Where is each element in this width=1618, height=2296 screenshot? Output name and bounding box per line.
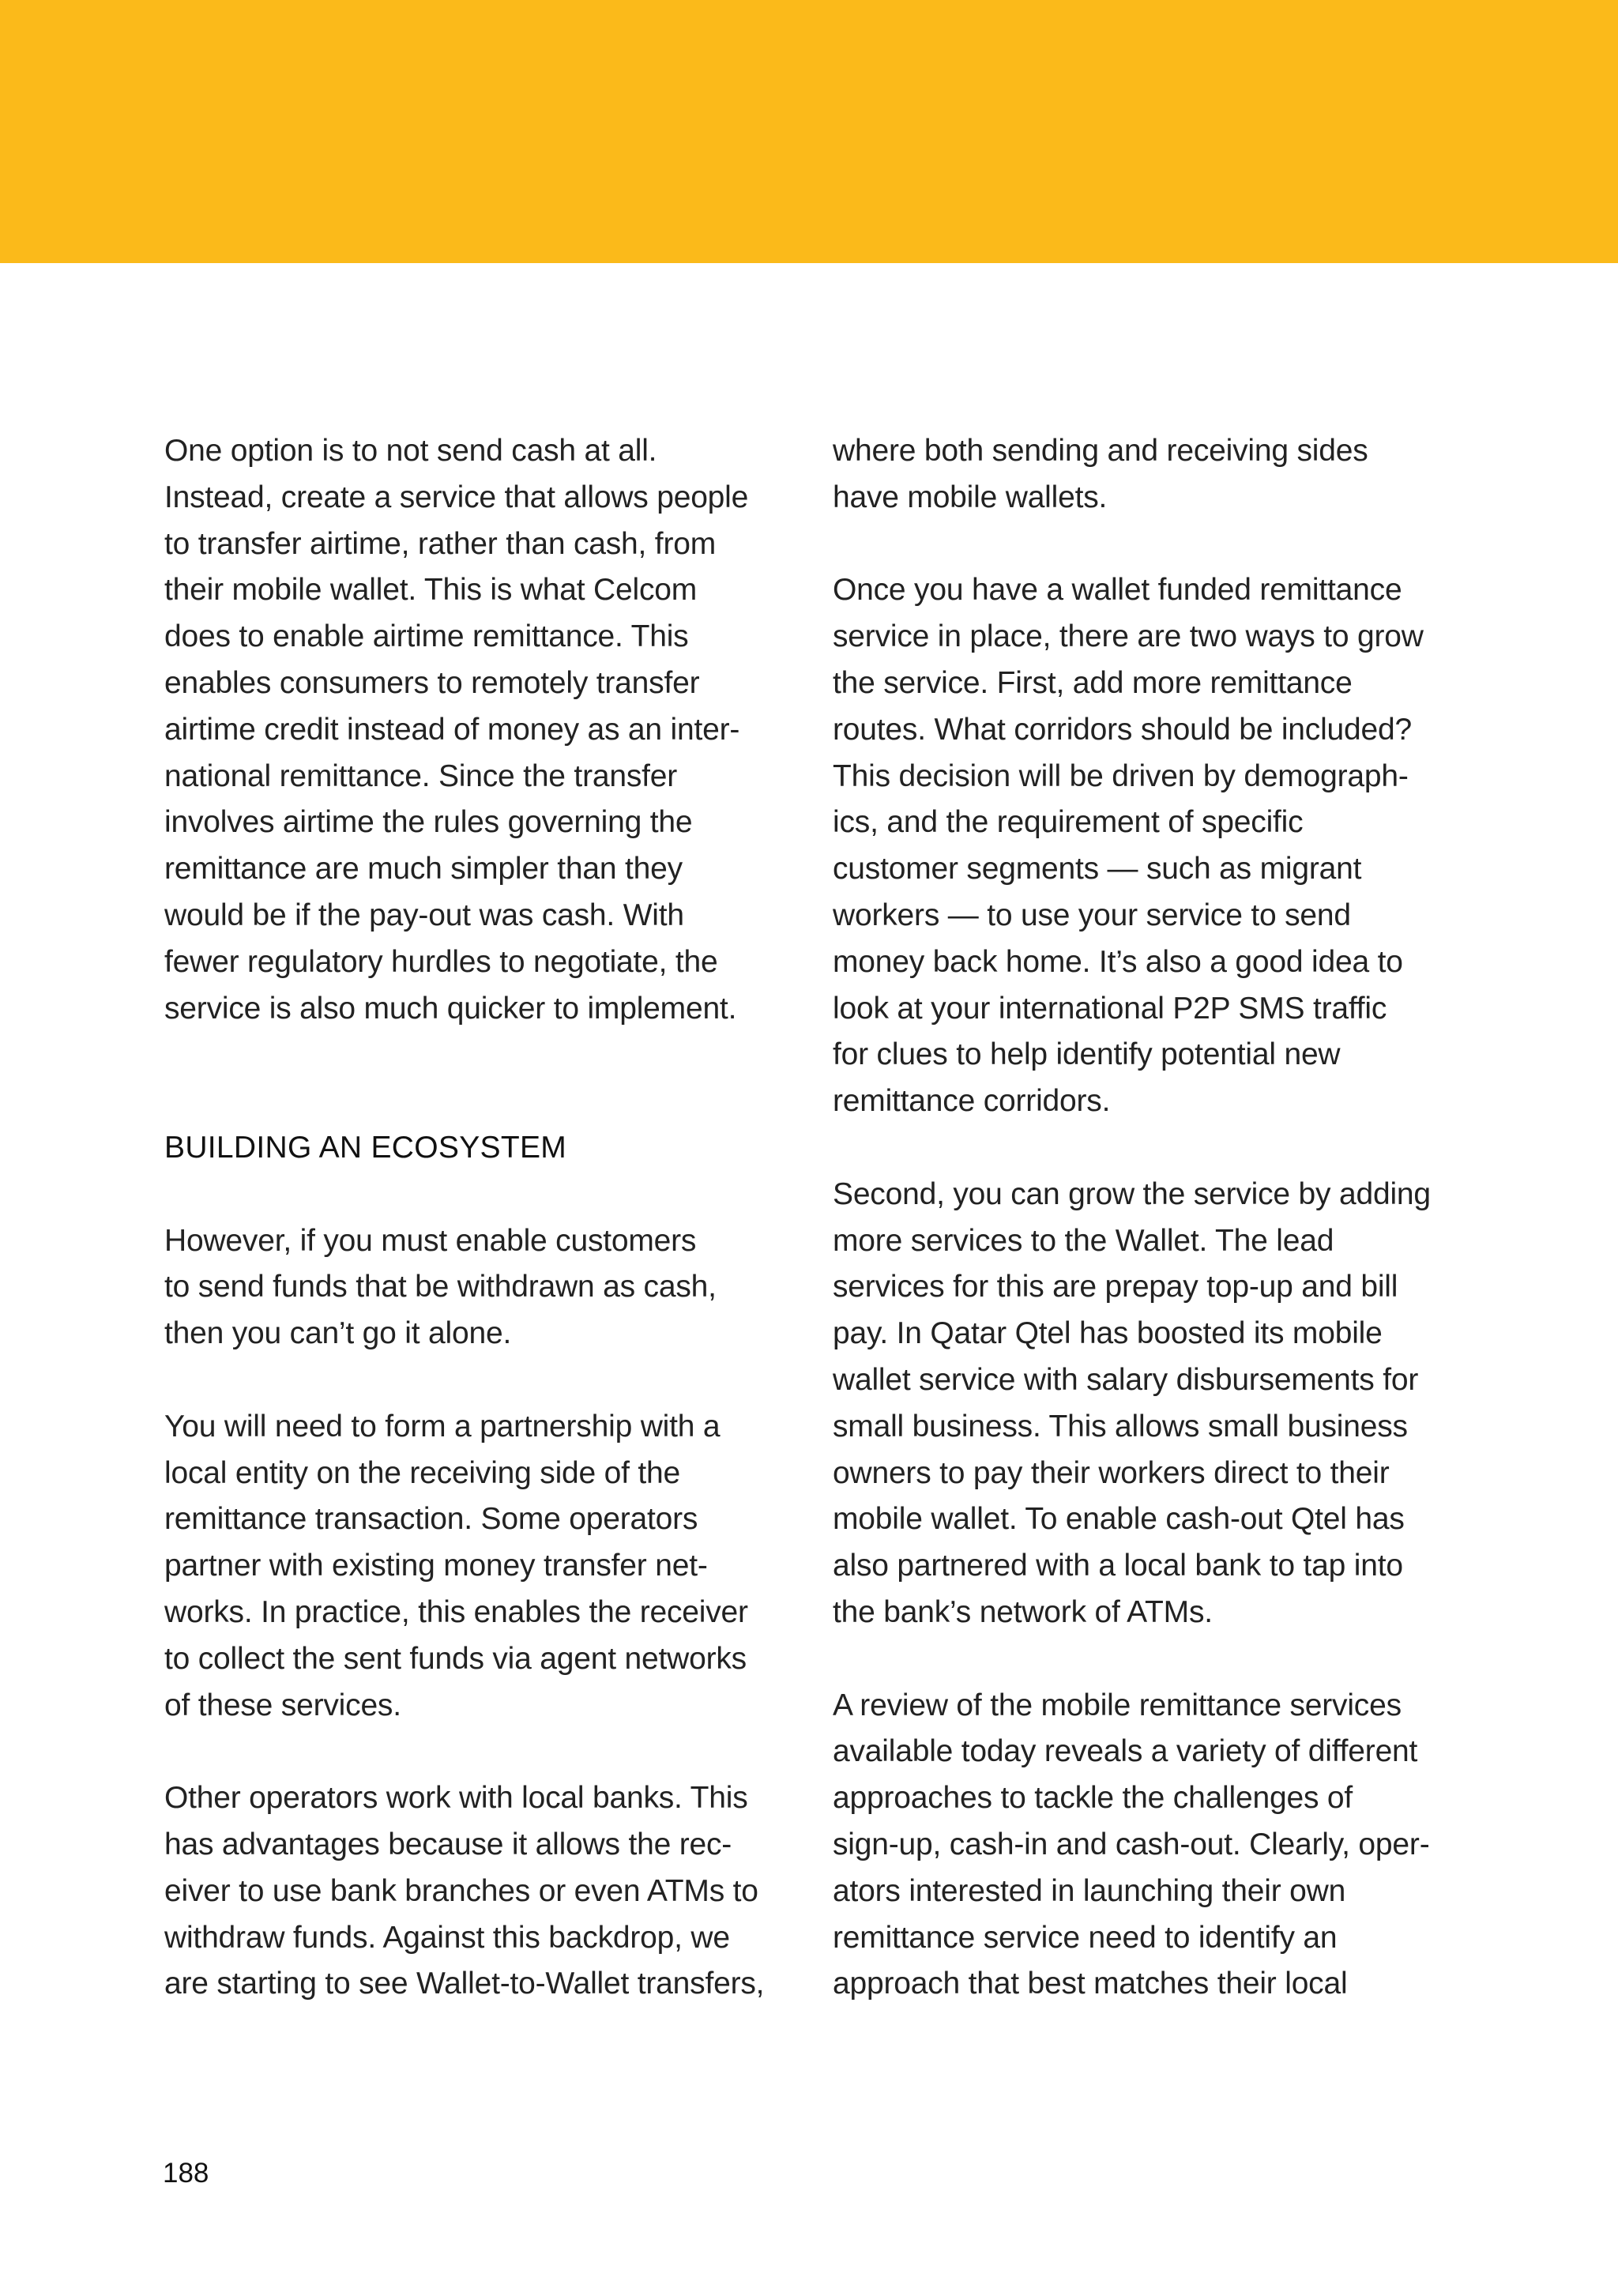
paragraph-local-banks: Other operators work with local banks. This has advantages because it allows the rec- eiver to use bank branches or even ATMs to withdraw funds. Against this backdrop, we are starting to see Wallet-to-Wallet transfers, (164, 1781, 765, 2001)
paragraph-spacer (833, 1636, 1457, 1683)
paragraph-review: A review of the mobile remittance services available today reveals a variety of different approaches to tackle the challenges of sign-up, cash-in and cash-out. Clearly, oper- ators interested in launching their own remittance service need to identify an approach that best matches their local (833, 1688, 1430, 2001)
page-number: 188 (163, 2158, 209, 2189)
paragraph-wallet-to-wallet: where both sending and receiving sides have mobile wallets. (833, 434, 1368, 514)
section-spacer (164, 1032, 788, 1125)
paragraph-spacer (164, 1729, 788, 1775)
left-text-column (164, 428, 788, 2008)
paragraph-spacer (833, 521, 1457, 568)
header-color-band (0, 0, 1618, 263)
paragraph-airtime-option: One option is to not send cash at all. Instead, create a service that allows people to transfer airtime, rather than cash, from their mobile wallet. This is what Celcom does to enable airtime remittance. This enables consumers to remotely transfer airtime credit instead of money as an inter- national remittance. Since the transfer involves airtime the rules governing the remittance are much simpler than they would be if the pay-out was cash. With fewer regulatory hurdles to negotiate, the service is also much quicker to implement. (164, 434, 749, 1026)
paragraph-spacer (833, 1125, 1457, 1172)
paragraph-partnership: You will need to form a partnership with a local entity on the receiving side of the remittance transaction. Some operators partner with existing money transfer net- works. In practice, this enables the receiver to collect the sent funds via agent networks of these services. (164, 1409, 748, 1722)
paragraph-add-services: Second, you can grow the service by adding more services to the Wallet. The lead services for this are prepay top-up and bill pay. In Qatar Qtel has boosted its mobile wallet service with salary disbursements for small business. This allows small business owners to pay their workers direct to their mobile wallet. To enable cash-out Qtel has also partnered with a local bank to tap into the bank’s network of ATMs. (833, 1176, 1431, 1629)
right-text-column (833, 428, 1457, 2008)
paragraph-spacer (164, 1357, 788, 1404)
section-heading: BUILDING AN ECOSYSTEM (164, 1130, 567, 1165)
paragraph-spacer (164, 1172, 788, 1218)
paragraph-cash-withdrawal: However, if you must enable customers to send funds that be withdrawn as cash, then you can’t go it alone. (164, 1223, 717, 1351)
paragraph-grow-routes: Once you have a wallet funded remittance service in place, there are two ways to grow the service. First, add more remittance routes. What corridors should be included? This decision will be driven by demograph- ics, and the requirement of specific customer segments — such as migrant workers — to use your service to send money back home. It’s also a good idea to look at your international P2P SMS traffic for clues to help identify potential new remittance corridors. (833, 573, 1424, 1119)
